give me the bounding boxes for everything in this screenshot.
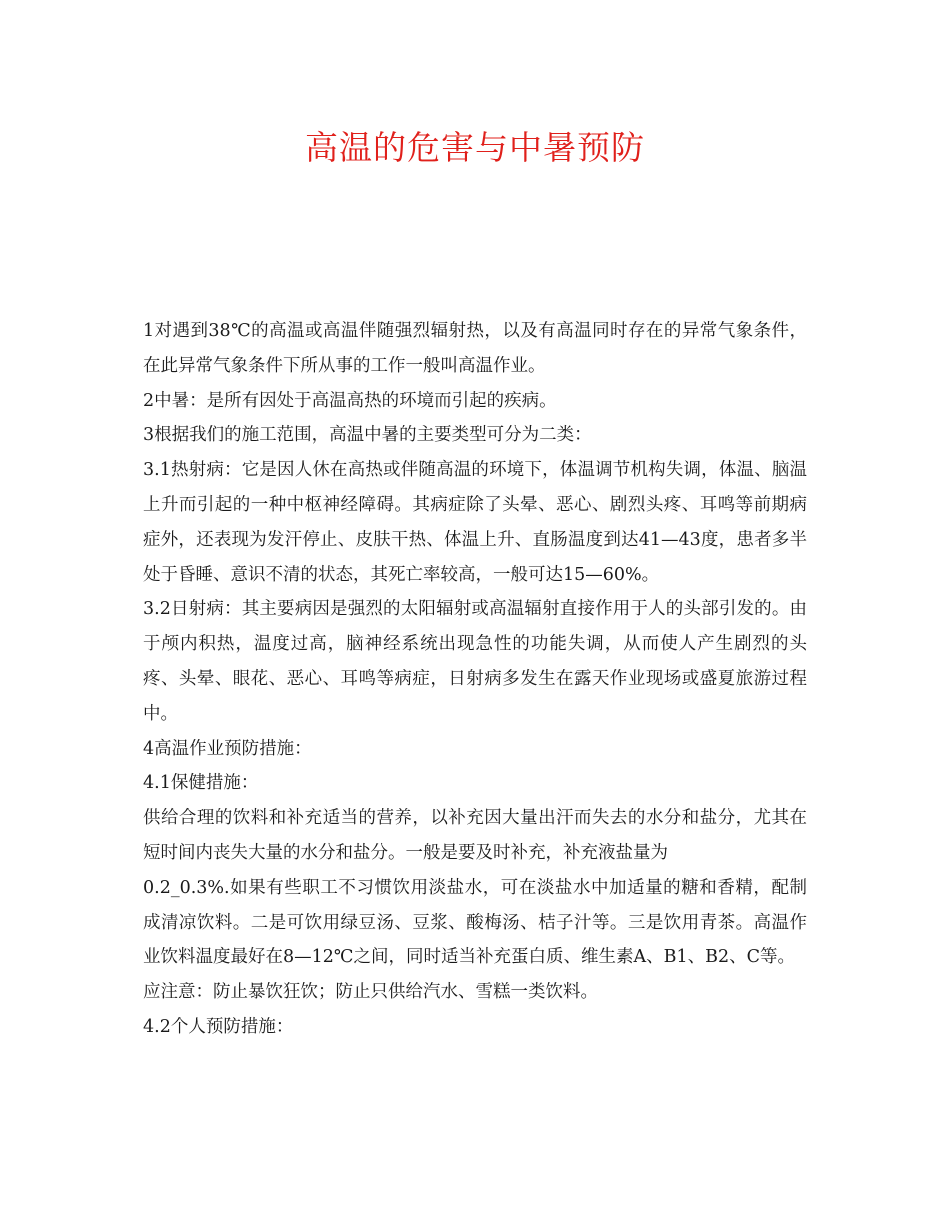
paragraph-note: 应注意：防止暴饮狂饮；防止只供给汽水、雪糕一类饮料。 xyxy=(143,982,598,1003)
paragraph-1: 1对遇到38℃的高温或高温伴随强烈辐射热，以及有高温同时存在的异常气象条件，在此异常气象条件下所从事的工作一般叫高温作业。 xyxy=(143,321,807,376)
paragraph-4-1-body-b: 0.2_0.3%.如果有些职工不习惯饮用淡盐水，可在淡盐水中加适量的糖和香精，配制成清凉饮料。二是可饮用绿豆汤、豆浆、酸梅汤、桔子汁等。三是饮用青茶。高温作业饮料温度最好在8—12℃之间，同时适当补充蛋白质、维生素A、B1、B2、C等。 xyxy=(143,877,807,968)
paragraph-4: 4高温作业预防措施： xyxy=(143,738,312,759)
paragraph-4-2: 4.2个人预防措施： xyxy=(143,1016,294,1037)
paragraph-4-1-body-a: 供给合理的饮料和补充适当的营养，以补充因大量出汗而失去的水分和盐分，尤其在短时间内丧失大量的水分和盐分。一般是要及时补充，补充液盐量为 xyxy=(143,808,807,863)
paragraph-4-1: 4.1保健措施： xyxy=(143,773,259,794)
document-title: 高温的危害与中暑预防 xyxy=(305,128,645,167)
paragraph-3-2: 3.2日射病：其主要病因是强烈的太阳辐射或高温辐射直接作用于人的头部引发的。由于颅内积热，温度过高，脑神经系统出现急性的功能失调，从而使人产生剧烈的头疼、头晕、眼花、恶心、耳鸣等病症，日射病多发生在露天作业现场或盛夏旅游过程中。 xyxy=(143,599,807,724)
paragraph-3-1: 3.1热射病：它是因人休在高热或伴随高温的环境下，体温调节机构失调，体温、脑温上升而引起的一种中枢神经障碍。其病症除了头晕、恶心、剧烈头疼、耳鸣等前期病症外，还表现为发汗停止、皮肤干热、体温上升、直肠温度到达41—43度，患者多半处于昏睡、意识不清的状态，其死亡率较高，一般可达15—60%。 xyxy=(143,460,807,585)
paragraph-3: 3根据我们的施工范围，高温中暑的主要类型可分为二类： xyxy=(143,425,592,446)
document-body xyxy=(143,314,807,1045)
paragraph-2: 2中暑：是所有因处于高温高热的环境而引起的疾病。 xyxy=(143,390,557,411)
